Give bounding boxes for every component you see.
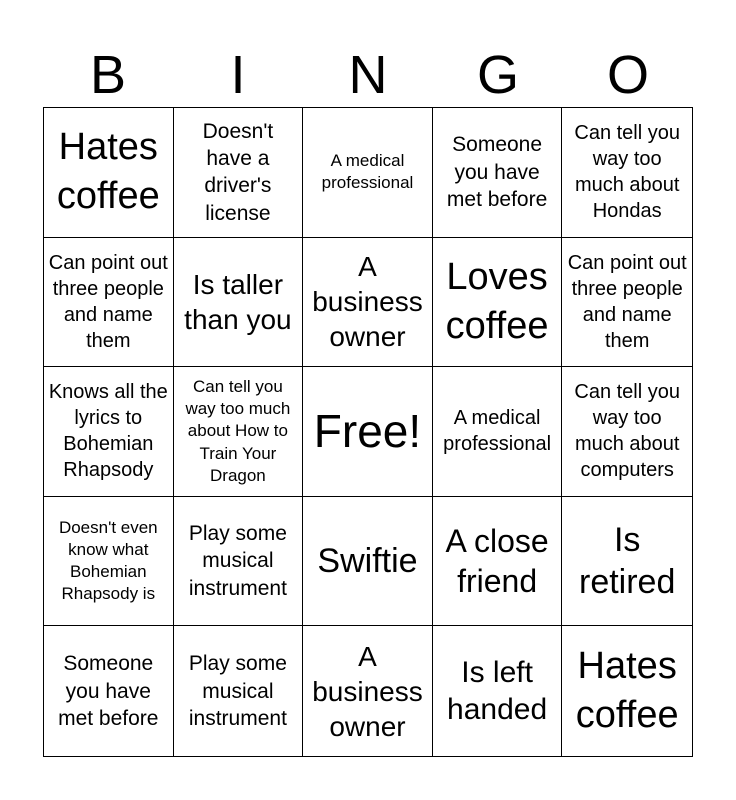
cell-text: Loves coffee bbox=[445, 255, 549, 347]
bingo-cell-r3c3-free-space[interactable] bbox=[303, 367, 433, 497]
bingo-cell-r3c2[interactable] bbox=[174, 367, 304, 497]
cell-text: Someone you have met before bbox=[446, 133, 548, 211]
cell-text: A close friend bbox=[445, 523, 549, 600]
bingo-cell-r4c4[interactable] bbox=[433, 497, 563, 627]
cell-text: Someone you have met before bbox=[58, 652, 159, 730]
bingo-cell-r4c5[interactable] bbox=[562, 497, 692, 627]
cell-text: A business owner bbox=[312, 251, 423, 353]
header-letter-o: O bbox=[606, 45, 649, 105]
bingo-cell-r4c2[interactable] bbox=[174, 497, 304, 627]
bingo-cell-r2c1[interactable] bbox=[44, 238, 174, 368]
bingo-cell-r4c3[interactable] bbox=[303, 497, 433, 627]
cell-text: Doesn't have a driver's license bbox=[202, 119, 274, 225]
header-letter-b: B bbox=[89, 45, 127, 105]
header-letter-g: G bbox=[476, 45, 519, 105]
bingo-cell-r2c4[interactable] bbox=[433, 238, 563, 368]
bingo-cell-r2c3[interactable] bbox=[303, 238, 433, 368]
cell-text: Is retired bbox=[579, 520, 676, 602]
bingo-cell-r3c5[interactable] bbox=[562, 367, 692, 497]
cell-text: Swiftie bbox=[317, 542, 418, 580]
cell-text: Play some musical instrument bbox=[188, 652, 287, 730]
cell-text: A medical professional bbox=[443, 407, 552, 456]
bingo-cell-r1c5[interactable] bbox=[562, 108, 692, 238]
cell-text: Can point out three people and name them bbox=[567, 251, 687, 352]
bingo-cell-r5c3[interactable] bbox=[303, 626, 433, 756]
bingo-cell-r2c2[interactable] bbox=[174, 238, 304, 368]
cell-text: Can tell you way too much about Hondas bbox=[574, 122, 680, 223]
cell-text: Free! bbox=[313, 404, 422, 457]
bingo-header bbox=[43, 42, 693, 108]
cell-text: Doesn't even know what Bohemian Rhapsody is bbox=[58, 517, 158, 604]
cell-text: Can tell you way too much about computers bbox=[574, 381, 680, 482]
bingo-cell-r1c4[interactable] bbox=[433, 108, 563, 238]
bingo-cell-r2c5[interactable] bbox=[562, 238, 692, 368]
bingo-cell-r5c4[interactable] bbox=[433, 626, 563, 756]
cell-text: Hates coffee bbox=[575, 644, 679, 737]
cell-text: Knows all the lyrics to Bohemian Rhapsody bbox=[48, 381, 168, 482]
bingo-cell-r1c1[interactable] bbox=[44, 108, 174, 238]
cell-text: Is left handed bbox=[447, 655, 548, 727]
cell-text: A business owner bbox=[312, 640, 423, 742]
cell-text: Hates coffee bbox=[56, 125, 160, 218]
bingo-cell-r4c1[interactable] bbox=[44, 497, 174, 627]
bingo-cell-r1c2[interactable] bbox=[174, 108, 304, 238]
header-letter-n: N bbox=[348, 45, 388, 105]
cell-text: Can tell you way too much about How to Train Your Dragon bbox=[185, 377, 291, 485]
cell-text: A medical professional bbox=[321, 151, 414, 193]
bingo-cell-r1c3[interactable] bbox=[303, 108, 433, 238]
cell-text: Play some musical instrument bbox=[188, 522, 287, 600]
cell-text: Can point out three people and name them bbox=[48, 251, 168, 352]
bingo-cell-r3c4[interactable] bbox=[433, 367, 563, 497]
bingo-cell-r5c2[interactable] bbox=[174, 626, 304, 756]
bingo-board bbox=[43, 107, 693, 757]
bingo-cell-r5c5[interactable] bbox=[562, 626, 692, 756]
header-letter-i: I bbox=[230, 45, 246, 105]
cell-text: Is taller than you bbox=[184, 268, 292, 335]
bingo-cell-r5c1[interactable] bbox=[44, 626, 174, 756]
bingo-cell-r3c1[interactable] bbox=[44, 367, 174, 497]
